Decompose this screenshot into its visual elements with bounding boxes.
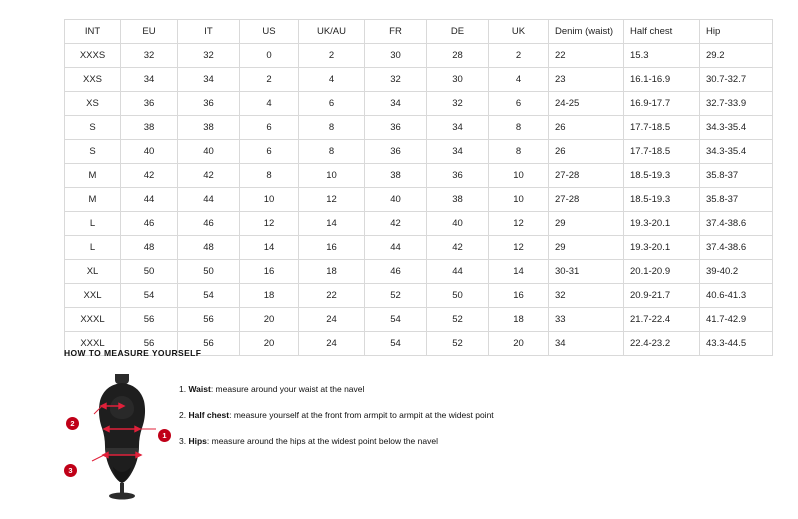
measure-step-hips [179, 436, 764, 446]
cell-fr: 40 [365, 188, 427, 212]
cell-us: 14 [240, 236, 299, 260]
cell-half-chest: 18.5-19.3 [624, 188, 700, 212]
column-header-eu: EU [121, 20, 178, 44]
step-text: : measure around your waist at the navel [210, 384, 365, 394]
cell-de: 30 [427, 68, 489, 92]
cell-uk-au: 8 [299, 140, 365, 164]
cell-fr: 46 [365, 260, 427, 284]
table-row [65, 284, 773, 308]
cell-uk: 6 [489, 92, 549, 116]
cell-half-chest: 20.9-21.7 [624, 284, 700, 308]
step-lead: Half chest [188, 410, 230, 421]
cell-uk: 14 [489, 260, 549, 284]
cell-eu: 56 [121, 308, 178, 332]
column-header-int: INT [65, 20, 121, 44]
cell-int: L [65, 212, 121, 236]
cell-int: L [65, 236, 121, 260]
cell-denim-waist: 29 [549, 236, 624, 260]
cell-hip: 34.3-35.4 [700, 116, 773, 140]
table-row [65, 236, 773, 260]
cell-eu: 56 [121, 332, 178, 356]
cell-hip: 37.4-38.6 [700, 212, 773, 236]
column-header-denim-waist: Denim (waist) [549, 20, 624, 44]
cell-hip: 30.7-32.7 [700, 68, 773, 92]
cell-half-chest: 19.3-20.1 [624, 236, 700, 260]
cell-us: 20 [240, 308, 299, 332]
cell-uk-au: 6 [299, 92, 365, 116]
cell-hip: 35.8-37 [700, 164, 773, 188]
cell-de: 44 [427, 260, 489, 284]
cell-it: 56 [178, 308, 240, 332]
cell-fr: 30 [365, 44, 427, 68]
cell-denim-waist: 32 [549, 284, 624, 308]
cell-hip: 35.8-37 [700, 188, 773, 212]
step-lead: Waist [188, 384, 211, 394]
cell-half-chest: 16.9-17.7 [624, 92, 700, 116]
column-header-half-chest: Half chest [624, 20, 700, 44]
cell-de: 42 [427, 236, 489, 260]
table-row [65, 188, 773, 212]
cell-uk: 2 [489, 44, 549, 68]
cell-denim-waist: 29 [549, 212, 624, 236]
cell-eu: 48 [121, 236, 178, 260]
mannequin-figure-container [64, 372, 179, 502]
cell-de: 52 [427, 308, 489, 332]
cell-denim-waist: 33 [549, 308, 624, 332]
step-lead: Hips [188, 436, 207, 447]
cell-it: 54 [178, 284, 240, 308]
cell-it: 56 [178, 332, 240, 356]
cell-us: 6 [240, 116, 299, 140]
cell-int: XXS [65, 68, 121, 92]
cell-it: 34 [178, 68, 240, 92]
cell-fr: 42 [365, 212, 427, 236]
cell-half-chest: 17.7-18.5 [624, 140, 700, 164]
cell-half-chest: 19.3-20.1 [624, 212, 700, 236]
table-header [65, 20, 773, 44]
size-chart-container [64, 19, 747, 356]
cell-int: XXXL [65, 308, 121, 332]
cell-uk: 18 [489, 308, 549, 332]
cell-de: 32 [427, 92, 489, 116]
table-row [65, 164, 773, 188]
cell-uk: 8 [489, 140, 549, 164]
badge-half-chest: 2 [66, 417, 79, 430]
measure-steps-list [179, 372, 764, 463]
cell-eu: 38 [121, 116, 178, 140]
cell-int: M [65, 188, 121, 212]
cell-half-chest: 21.7-22.4 [624, 308, 700, 332]
size-chart-table [64, 19, 773, 356]
cell-it: 44 [178, 188, 240, 212]
cell-fr: 54 [365, 332, 427, 356]
step-number: 2. [179, 410, 187, 421]
cell-us: 12 [240, 212, 299, 236]
measure-step-waist [179, 384, 764, 394]
cell-de: 52 [427, 332, 489, 356]
table-row [65, 68, 773, 92]
cell-uk-au: 22 [299, 284, 365, 308]
cell-int: XL [65, 260, 121, 284]
cell-eu: 40 [121, 140, 178, 164]
how-to-measure-title: HOW TO MEASURE YOURSELF [64, 348, 202, 358]
cell-de: 38 [427, 188, 489, 212]
cell-uk-au: 4 [299, 68, 365, 92]
cell-hip: 43.3-44.5 [700, 332, 773, 356]
cell-uk: 12 [489, 212, 549, 236]
step-number: 3. [179, 436, 187, 447]
cell-it: 36 [178, 92, 240, 116]
column-header-it: IT [178, 20, 240, 44]
cell-uk: 10 [489, 164, 549, 188]
cell-eu: 34 [121, 68, 178, 92]
table-row [65, 260, 773, 284]
cell-us: 6 [240, 140, 299, 164]
cell-us: 8 [240, 164, 299, 188]
cell-hip: 40.6-41.3 [700, 284, 773, 308]
cell-int: XXXS [65, 44, 121, 68]
cell-uk: 10 [489, 188, 549, 212]
step-text: : measure yourself at the front from armpit to armpit at the widest point [229, 410, 494, 421]
column-header-uk-au: UK/AU [299, 20, 365, 44]
cell-denim-waist: 23 [549, 68, 624, 92]
cell-fr: 44 [365, 236, 427, 260]
cell-de: 34 [427, 116, 489, 140]
cell-us: 20 [240, 332, 299, 356]
cell-eu: 54 [121, 284, 178, 308]
cell-de: 50 [427, 284, 489, 308]
cell-us: 10 [240, 188, 299, 212]
cell-hip: 32.7-33.9 [700, 92, 773, 116]
cell-hip: 37.4-38.6 [700, 236, 773, 260]
cell-half-chest: 17.7-18.5 [624, 116, 700, 140]
cell-it: 48 [178, 236, 240, 260]
cell-eu: 32 [121, 44, 178, 68]
cell-int: S [65, 116, 121, 140]
how-to-measure-section [64, 348, 764, 502]
column-header-uk: UK [489, 20, 549, 44]
cell-it: 50 [178, 260, 240, 284]
cell-uk: 16 [489, 284, 549, 308]
cell-fr: 36 [365, 116, 427, 140]
table-row [65, 140, 773, 164]
table-body [65, 44, 773, 356]
cell-int: S [65, 140, 121, 164]
measure-step-half-chest [179, 410, 764, 420]
cell-de: 34 [427, 140, 489, 164]
cell-uk-au: 24 [299, 308, 365, 332]
cell-denim-waist: 30-31 [549, 260, 624, 284]
cell-fr: 34 [365, 92, 427, 116]
cell-int: XXL [65, 284, 121, 308]
column-header-us: US [240, 20, 299, 44]
cell-denim-waist: 34 [549, 332, 624, 356]
badge-hips: 3 [64, 464, 77, 477]
cell-it: 38 [178, 116, 240, 140]
table-row [65, 92, 773, 116]
cell-fr: 36 [365, 140, 427, 164]
cell-denim-waist: 24-25 [549, 92, 624, 116]
mannequin-illustration [82, 372, 162, 500]
table-row [65, 212, 773, 236]
table-header-row [65, 20, 773, 44]
cell-eu: 42 [121, 164, 178, 188]
cell-it: 32 [178, 44, 240, 68]
cell-half-chest: 15.3 [624, 44, 700, 68]
cell-us: 16 [240, 260, 299, 284]
cell-fr: 54 [365, 308, 427, 332]
cell-us: 0 [240, 44, 299, 68]
cell-half-chest: 18.5-19.3 [624, 164, 700, 188]
table-row [65, 44, 773, 68]
cell-int: XS [65, 92, 121, 116]
cell-denim-waist: 27-28 [549, 164, 624, 188]
cell-fr: 32 [365, 68, 427, 92]
cell-half-chest: 16.1-16.9 [624, 68, 700, 92]
cell-eu: 36 [121, 92, 178, 116]
badge-waist: 1 [158, 429, 171, 442]
cell-eu: 50 [121, 260, 178, 284]
cell-de: 36 [427, 164, 489, 188]
cell-uk-au: 8 [299, 116, 365, 140]
cell-eu: 46 [121, 212, 178, 236]
cell-us: 18 [240, 284, 299, 308]
cell-denim-waist: 26 [549, 116, 624, 140]
cell-us: 4 [240, 92, 299, 116]
cell-denim-waist: 22 [549, 44, 624, 68]
cell-denim-waist: 26 [549, 140, 624, 164]
cell-half-chest: 20.1-20.9 [624, 260, 700, 284]
column-header-de: DE [427, 20, 489, 44]
cell-us: 2 [240, 68, 299, 92]
cell-hip: 34.3-35.4 [700, 140, 773, 164]
table-row [65, 308, 773, 332]
cell-it: 42 [178, 164, 240, 188]
cell-hip: 41.7-42.9 [700, 308, 773, 332]
cell-eu: 44 [121, 188, 178, 212]
cell-fr: 38 [365, 164, 427, 188]
cell-hip: 29.2 [700, 44, 773, 68]
cell-uk: 4 [489, 68, 549, 92]
cell-uk-au: 14 [299, 212, 365, 236]
cell-de: 40 [427, 212, 489, 236]
table-row [65, 116, 773, 140]
cell-uk-au: 16 [299, 236, 365, 260]
cell-int: XXXL [65, 332, 121, 356]
cell-uk-au: 12 [299, 188, 365, 212]
cell-it: 46 [178, 212, 240, 236]
cell-half-chest: 22.4-23.2 [624, 332, 700, 356]
cell-uk: 20 [489, 332, 549, 356]
cell-int: M [65, 164, 121, 188]
cell-fr: 52 [365, 284, 427, 308]
cell-uk-au: 18 [299, 260, 365, 284]
step-number: 1. [179, 384, 187, 394]
cell-uk-au: 24 [299, 332, 365, 356]
cell-uk: 12 [489, 236, 549, 260]
cell-uk: 8 [489, 116, 549, 140]
cell-hip: 39-40.2 [700, 260, 773, 284]
column-header-fr: FR [365, 20, 427, 44]
cell-it: 40 [178, 140, 240, 164]
step-text: : measure around the hips at the widest point below the navel [206, 436, 438, 447]
how-to-measure-body [64, 372, 764, 502]
cell-denim-waist: 27-28 [549, 188, 624, 212]
cell-uk-au: 2 [299, 44, 365, 68]
column-header-hip: Hip [700, 20, 773, 44]
cell-uk-au: 10 [299, 164, 365, 188]
cell-de: 28 [427, 44, 489, 68]
